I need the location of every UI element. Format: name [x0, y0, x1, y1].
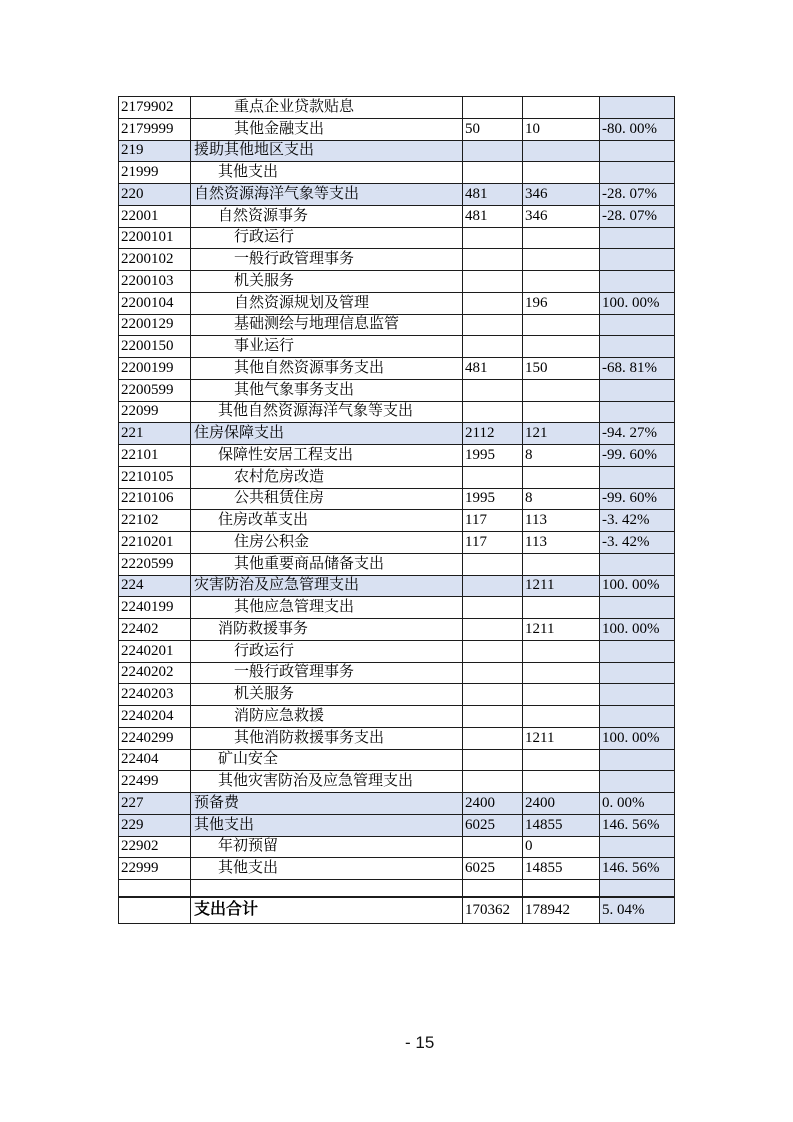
change-pct-cell: 100. 00% [600, 619, 675, 641]
budget-value-cell [463, 706, 523, 728]
change-pct-cell: -99. 60% [600, 488, 675, 510]
item-name-cell: 其他气象事务支出 [191, 379, 463, 401]
budget-value-cell: 117 [463, 510, 523, 532]
item-name-cell: 住房保障支出 [191, 423, 463, 445]
budget-value-cell [463, 292, 523, 314]
item-name-cell: 其他支出 [191, 162, 463, 184]
table-row [119, 423, 675, 445]
current-value-cell [523, 162, 600, 184]
item-name-cell: 自然资源事务 [191, 205, 463, 227]
table-row [119, 727, 675, 749]
current-value-cell: 2400 [523, 793, 600, 815]
code-cell: 2210201 [119, 532, 191, 554]
code-cell: 22999 [119, 858, 191, 880]
expenditure-table [118, 96, 675, 924]
item-name-cell [191, 880, 463, 897]
change-pct-cell: -28. 07% [600, 184, 675, 206]
budget-value-cell: 2112 [463, 423, 523, 445]
item-name-cell: 其他支出 [191, 858, 463, 880]
code-cell: 2179902 [119, 97, 191, 119]
current-value-cell: 10 [523, 118, 600, 140]
table-row [119, 488, 675, 510]
change-pct-cell: 146. 56% [600, 814, 675, 836]
code-cell: 22102 [119, 510, 191, 532]
budget-value-cell: 1995 [463, 445, 523, 467]
change-pct-cell [600, 314, 675, 336]
change-pct-cell [600, 162, 675, 184]
item-name-cell: 保障性安居工程支出 [191, 445, 463, 467]
item-name-cell: 公共租赁住房 [191, 488, 463, 510]
code-cell: 2200103 [119, 271, 191, 293]
current-value-cell: 0 [523, 836, 600, 858]
item-name-cell: 重点企业贷款贴息 [191, 97, 463, 119]
code-cell: 2240204 [119, 706, 191, 728]
current-value-cell [523, 227, 600, 249]
current-value-cell [523, 553, 600, 575]
budget-value-cell: 2400 [463, 793, 523, 815]
budget-value-cell: 117 [463, 532, 523, 554]
current-value-cell [523, 314, 600, 336]
item-name-cell: 其他自然资源事务支出 [191, 358, 463, 380]
code-cell [119, 880, 191, 897]
table-row [119, 336, 675, 358]
code-cell: 22402 [119, 619, 191, 641]
table-row [119, 640, 675, 662]
current-value-cell [523, 336, 600, 358]
table-row [119, 271, 675, 293]
table-row [119, 597, 675, 619]
budget-value-cell: 481 [463, 358, 523, 380]
item-name-cell: 其他支出 [191, 814, 463, 836]
item-name-cell: 事业运行 [191, 336, 463, 358]
current-value-cell [523, 662, 600, 684]
budget-value-cell: 170362 [463, 897, 523, 924]
change-pct-cell [600, 640, 675, 662]
budget-value-cell: 1995 [463, 488, 523, 510]
table-row [119, 97, 675, 119]
item-name-cell: 其他重要商品储备支出 [191, 553, 463, 575]
item-name-cell: 其他灾害防治及应急管理支出 [191, 771, 463, 793]
table-row [119, 510, 675, 532]
code-cell: 2240299 [119, 727, 191, 749]
code-cell: 2220599 [119, 553, 191, 575]
budget-value-cell [463, 379, 523, 401]
code-cell: 22404 [119, 749, 191, 771]
table-row [119, 684, 675, 706]
code-cell: 2200599 [119, 379, 191, 401]
table-row [119, 401, 675, 423]
code-cell: 21999 [119, 162, 191, 184]
change-pct-cell [600, 771, 675, 793]
budget-value-cell [463, 662, 523, 684]
item-name-cell: 灾害防治及应急管理支出 [191, 575, 463, 597]
table-row [119, 771, 675, 793]
budget-value-cell [463, 271, 523, 293]
current-value-cell: 121 [523, 423, 600, 445]
current-value-cell [523, 379, 600, 401]
item-name-cell: 机关服务 [191, 271, 463, 293]
item-name-cell: 消防救援事务 [191, 619, 463, 641]
item-name-cell: 消防应急救援 [191, 706, 463, 728]
change-pct-cell: 100. 00% [600, 575, 675, 597]
change-pct-cell: -28. 07% [600, 205, 675, 227]
page-number: - 15 [405, 1033, 435, 1052]
current-value-cell [523, 771, 600, 793]
budget-value-cell: 481 [463, 184, 523, 206]
change-pct-cell: 5. 04% [600, 897, 675, 924]
budget-value-cell: 6025 [463, 858, 523, 880]
code-cell: 22001 [119, 205, 191, 227]
code-cell: 2200104 [119, 292, 191, 314]
change-pct-cell [600, 97, 675, 119]
item-name-cell: 行政运行 [191, 227, 463, 249]
table-row [119, 532, 675, 554]
item-name-cell: 其他应急管理支出 [191, 597, 463, 619]
budget-value-cell: 6025 [463, 814, 523, 836]
current-value-cell [523, 706, 600, 728]
budget-value-cell [463, 749, 523, 771]
budget-value-cell [463, 227, 523, 249]
change-pct-cell [600, 140, 675, 162]
table-row [119, 575, 675, 597]
current-value-cell [523, 466, 600, 488]
item-name-cell: 预备费 [191, 793, 463, 815]
budget-value-cell [463, 771, 523, 793]
budget-value-cell [463, 727, 523, 749]
budget-value-cell [463, 553, 523, 575]
item-name-cell: 住房改革支出 [191, 510, 463, 532]
table-row [119, 706, 675, 728]
item-name-cell: 机关服务 [191, 684, 463, 706]
change-pct-cell [600, 749, 675, 771]
code-cell: 22902 [119, 836, 191, 858]
budget-value-cell [463, 249, 523, 271]
change-pct-cell: -68. 81% [600, 358, 675, 380]
budget-value-cell [463, 466, 523, 488]
code-cell: 2200102 [119, 249, 191, 271]
table-row [119, 314, 675, 336]
current-value-cell [523, 140, 600, 162]
change-pct-cell [600, 271, 675, 293]
code-cell: 22499 [119, 771, 191, 793]
budget-value-cell [463, 140, 523, 162]
current-value-cell [523, 880, 600, 897]
change-pct-cell [600, 684, 675, 706]
table-row [119, 140, 675, 162]
budget-value-cell [463, 597, 523, 619]
current-value-cell: 1211 [523, 727, 600, 749]
item-name-cell: 基础测绘与地理信息监管 [191, 314, 463, 336]
table-row [119, 162, 675, 184]
item-name-cell: 矿山安全 [191, 749, 463, 771]
item-name-cell: 行政运行 [191, 640, 463, 662]
table-row [119, 553, 675, 575]
table-row [119, 292, 675, 314]
current-value-cell: 113 [523, 532, 600, 554]
budget-value-cell: 50 [463, 118, 523, 140]
change-pct-cell: 0. 00% [600, 793, 675, 815]
table-row [119, 814, 675, 836]
change-pct-cell [600, 249, 675, 271]
item-name-cell: 年初预留 [191, 836, 463, 858]
current-value-cell: 196 [523, 292, 600, 314]
code-cell: 22099 [119, 401, 191, 423]
code-cell: 229 [119, 814, 191, 836]
code-cell: 227 [119, 793, 191, 815]
current-value-cell: 8 [523, 488, 600, 510]
current-value-cell: 346 [523, 205, 600, 227]
budget-value-cell [463, 97, 523, 119]
change-pct-cell [600, 401, 675, 423]
change-pct-cell [600, 553, 675, 575]
change-pct-cell: 100. 00% [600, 727, 675, 749]
budget-value-cell [463, 880, 523, 897]
current-value-cell: 178942 [523, 897, 600, 924]
table-row [119, 205, 675, 227]
change-pct-cell: 100. 00% [600, 292, 675, 314]
code-cell: 2240199 [119, 597, 191, 619]
current-value-cell [523, 401, 600, 423]
table-row [119, 662, 675, 684]
change-pct-cell: -94. 27% [600, 423, 675, 445]
table-row [119, 118, 675, 140]
current-value-cell: 150 [523, 358, 600, 380]
table-row [119, 858, 675, 880]
change-pct-cell [600, 379, 675, 401]
change-pct-cell [600, 466, 675, 488]
code-cell: 2200150 [119, 336, 191, 358]
change-pct-cell [600, 336, 675, 358]
item-name-cell: 自然资源规划及管理 [191, 292, 463, 314]
item-name-cell: 住房公积金 [191, 532, 463, 554]
table-row [119, 836, 675, 858]
current-value-cell [523, 640, 600, 662]
code-cell: 221 [119, 423, 191, 445]
current-value-cell [523, 597, 600, 619]
change-pct-cell: -80. 00% [600, 118, 675, 140]
spacer-row [119, 880, 675, 897]
current-value-cell [523, 749, 600, 771]
table-row [119, 749, 675, 771]
budget-value-cell [463, 619, 523, 641]
item-name-cell: 其他自然资源海洋气象等支出 [191, 401, 463, 423]
budget-value-cell [463, 314, 523, 336]
code-cell [119, 897, 191, 924]
current-value-cell: 1211 [523, 619, 600, 641]
table-row [119, 619, 675, 641]
item-name-cell: 其他消防救援事务支出 [191, 727, 463, 749]
code-cell: 2179999 [119, 118, 191, 140]
code-cell: 2210106 [119, 488, 191, 510]
current-value-cell: 1211 [523, 575, 600, 597]
change-pct-cell [600, 706, 675, 728]
code-cell: 224 [119, 575, 191, 597]
current-value-cell: 14855 [523, 858, 600, 880]
current-value-cell [523, 271, 600, 293]
item-name-cell: 支出合计 [191, 897, 463, 924]
item-name-cell: 自然资源海洋气象等支出 [191, 184, 463, 206]
code-cell: 2200199 [119, 358, 191, 380]
code-cell: 22101 [119, 445, 191, 467]
current-value-cell: 8 [523, 445, 600, 467]
change-pct-cell: -99. 60% [600, 445, 675, 467]
item-name-cell: 一般行政管理事务 [191, 662, 463, 684]
budget-value-cell [463, 336, 523, 358]
change-pct-cell [600, 227, 675, 249]
item-name-cell: 其他金融支出 [191, 118, 463, 140]
code-cell: 219 [119, 140, 191, 162]
code-cell: 2210105 [119, 466, 191, 488]
current-value-cell [523, 249, 600, 271]
code-cell: 2200129 [119, 314, 191, 336]
table-row [119, 793, 675, 815]
table-row [119, 466, 675, 488]
budget-value-cell [463, 684, 523, 706]
change-pct-cell: 146. 56% [600, 858, 675, 880]
table-row [119, 379, 675, 401]
total-row [119, 897, 675, 924]
change-pct-cell [600, 836, 675, 858]
budget-value-cell [463, 575, 523, 597]
change-pct-cell: -3. 42% [600, 510, 675, 532]
change-pct-cell [600, 880, 675, 897]
code-cell: 2240201 [119, 640, 191, 662]
budget-value-cell [463, 640, 523, 662]
item-name-cell: 农村危房改造 [191, 466, 463, 488]
budget-value-cell [463, 401, 523, 423]
code-cell: 220 [119, 184, 191, 206]
current-value-cell: 14855 [523, 814, 600, 836]
current-value-cell: 346 [523, 184, 600, 206]
change-pct-cell [600, 662, 675, 684]
table-row [119, 184, 675, 206]
code-cell: 2240202 [119, 662, 191, 684]
code-cell: 2240203 [119, 684, 191, 706]
code-cell: 2200101 [119, 227, 191, 249]
table-row [119, 358, 675, 380]
table-row [119, 249, 675, 271]
item-name-cell: 援助其他地区支出 [191, 140, 463, 162]
budget-value-cell [463, 162, 523, 184]
item-name-cell: 一般行政管理事务 [191, 249, 463, 271]
current-value-cell [523, 97, 600, 119]
current-value-cell [523, 684, 600, 706]
change-pct-cell [600, 597, 675, 619]
budget-value-cell [463, 836, 523, 858]
current-value-cell: 113 [523, 510, 600, 532]
table-row [119, 227, 675, 249]
table-row [119, 445, 675, 467]
change-pct-cell: -3. 42% [600, 532, 675, 554]
budget-value-cell: 481 [463, 205, 523, 227]
